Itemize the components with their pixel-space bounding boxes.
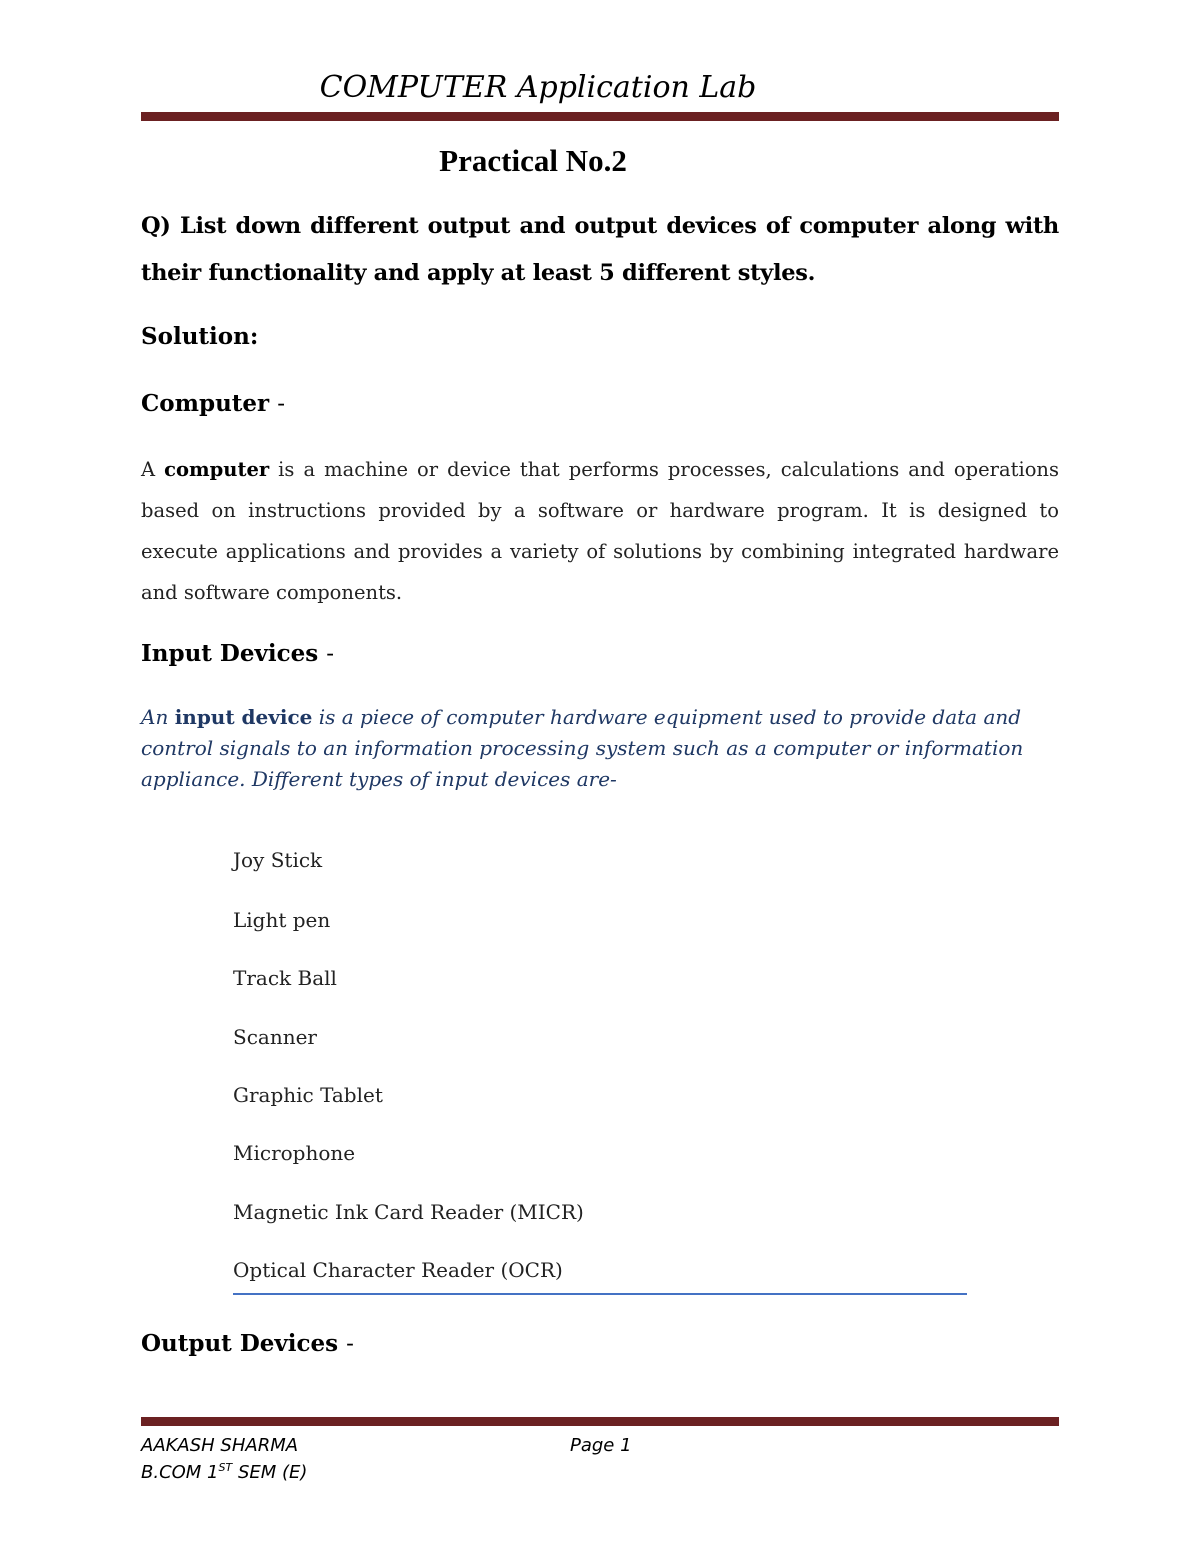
list-item: Microphone [233, 1141, 356, 1165]
footer-course-sup: ST [218, 1461, 233, 1474]
input-para-bold: input device [174, 705, 313, 729]
list-underline [233, 1293, 967, 1295]
heading-dash: - [346, 1331, 354, 1357]
list-item: Track Ball [233, 966, 337, 990]
footer-author: AAKASH SHARMA [141, 1435, 299, 1456]
computer-para-bold: computer [164, 458, 270, 481]
computer-heading [141, 390, 285, 417]
solution-label: Solution: [141, 323, 259, 350]
computer-para-rest: is a machine or device that performs processes, calculations and operations based on instructions provided by a software or hardware program. It is designed to execute applications and provides a variety of solutions by combining integrated hardware and software components. [141, 458, 1060, 604]
footer-course-prefix: B.COM 1 [141, 1462, 219, 1483]
footer-page-number: Page 1 [570, 1435, 632, 1456]
input-para-rest: is a piece of computer hardware equipment used to provide data and control signals to an information processing system such as a computer or information appliance. Different types of input devices are- [141, 705, 1024, 791]
question-text: Q) List down different output and output devices of computer along with their functionality and apply at least 5 different styles. [141, 213, 1059, 286]
list-item: Joy Stick [233, 848, 323, 872]
output-heading-text: Output Devices [141, 1330, 339, 1357]
footer-rule [141, 1417, 1059, 1426]
footer-course [141, 1461, 307, 1483]
heading-dash: - [277, 391, 285, 417]
footer-course-suffix: SEM (E) [232, 1462, 308, 1483]
computer-paragraph [141, 449, 1059, 613]
list-item: Light pen [233, 908, 331, 932]
input-device-paragraph [141, 702, 1071, 795]
output-devices-heading [141, 1330, 354, 1357]
heading-dash: - [326, 641, 334, 667]
list-item: Graphic Tablet [233, 1083, 383, 1107]
input-heading-text: Input Devices [141, 640, 319, 667]
list-item: Optical Character Reader (OCR) [233, 1258, 563, 1282]
page-title: Practical No.2 [439, 143, 627, 178]
input-devices-heading [141, 640, 334, 667]
header-rule [141, 112, 1059, 121]
computer-heading-text: Computer [141, 390, 270, 417]
header-title: COMPUTER Application Lab [319, 70, 757, 105]
list-item: Scanner [233, 1025, 317, 1049]
list-item: Magnetic Ink Card Reader (MICR) [233, 1200, 584, 1224]
input-para-prefix: An [141, 705, 169, 729]
computer-para-prefix: A [141, 458, 156, 481]
